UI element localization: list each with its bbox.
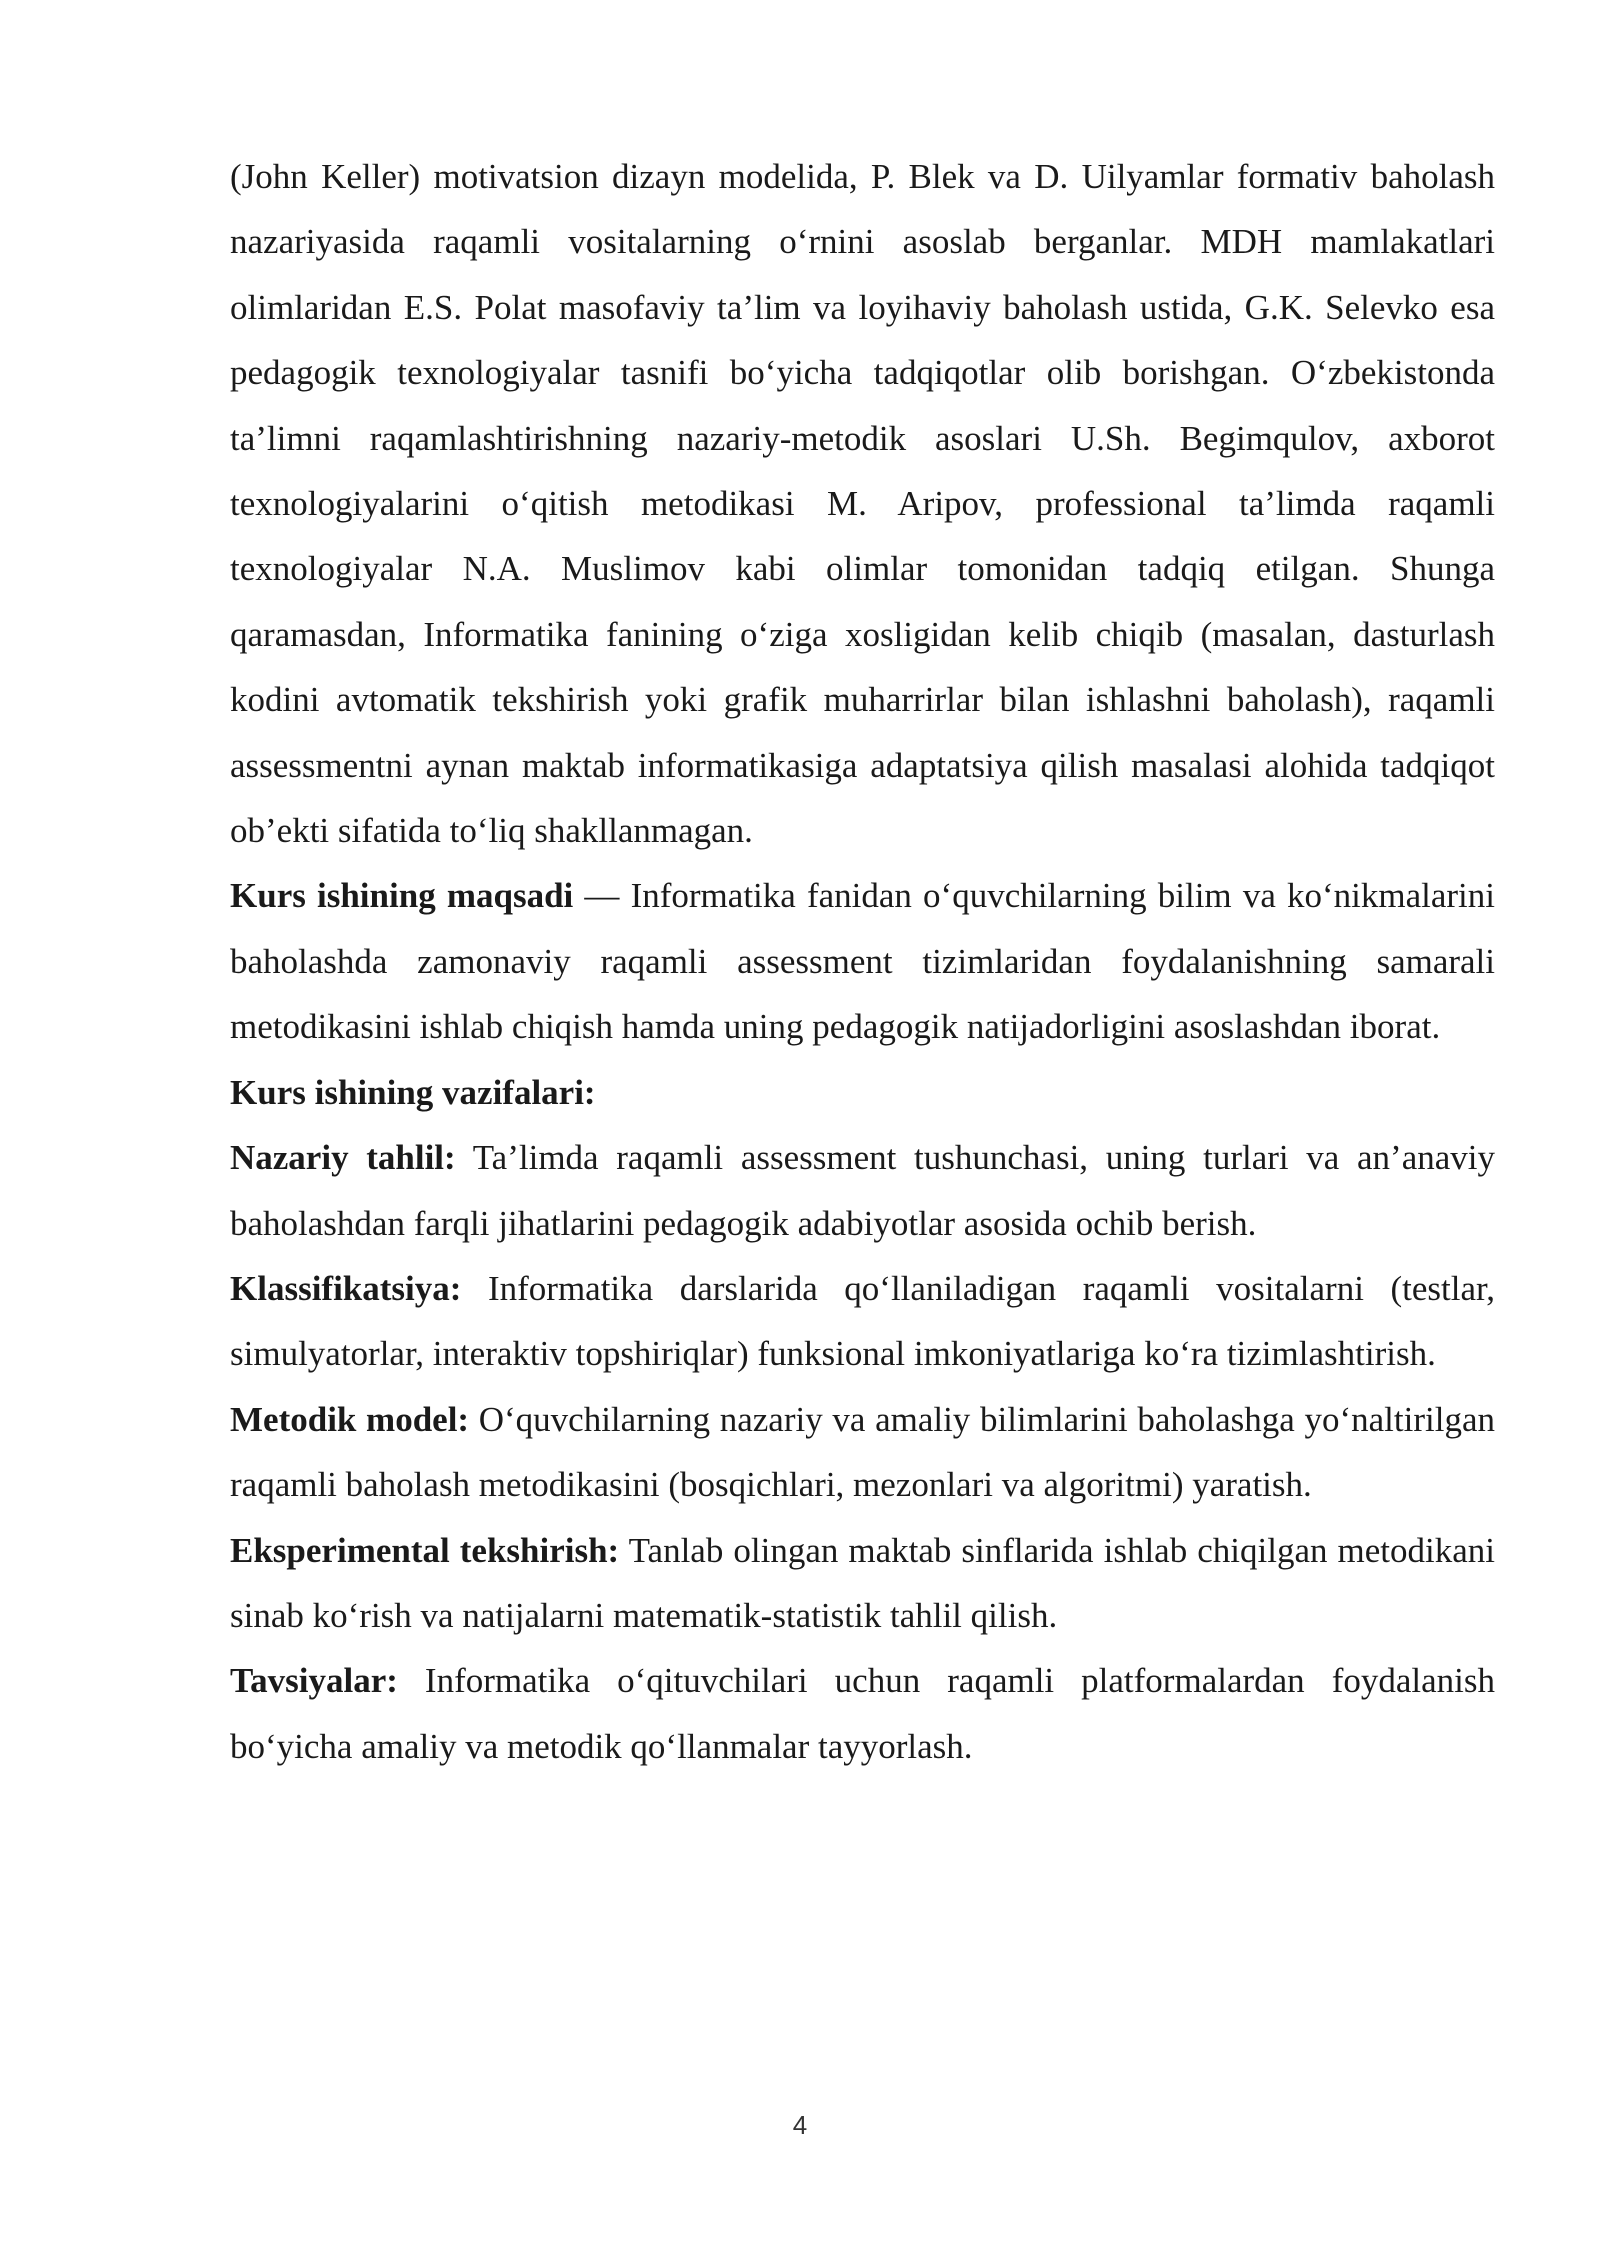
- paragraph-text: Ta’limda raqamli assessment tushunchasi, uning turlari va an’anaviy baholashdan farqli jihatlarini pedagogik adabiyotlar asosida ochib berish.: [230, 1138, 1495, 1243]
- paragraph-text: O‘quvchilarning nazariy va amaliy bilimlarini baholashga yo‘naltirilgan raqamli baholash metodikasini (bosqichlari, mezonlari va algoritmi) yaratish.: [230, 1399, 1495, 1505]
- paragraph-text: Informatika o‘qituvchilari uchun raqamli platformalardan foydalanish bo‘yicha amaliy va metodik qo‘llanmalar tayyorlash.: [230, 1661, 1495, 1766]
- paragraph-classification: [230, 1256, 1495, 1387]
- paragraph-theoretical-analysis: [230, 1125, 1495, 1256]
- paragraph-heading: Klassifikatsiya:: [230, 1268, 462, 1308]
- paragraph-text: (John Keller) motivatsion dizayn modelida, P. Blek va D. Uilyamlar formativ baholash nazariyasida raqamli vositalarning o‘rnini asoslab berganlar. MDH mamlakatlari olimlaridan E.S. Polat masofaviy ta’lim va loyihaviy baholash ustida, G.K. Selevko esa pedagogik texnologiyalar tasnifi bo‘yicha tadqiqotlar olib borishgan. O‘zbekistonda ta’limni raqamlashtirishning nazariy-metodik asoslari U.Sh. Begimqulov, axborot texnologiyalarini o‘qitish metodikasi M. Aripov, professional ta’limda raqamli texnologiyalar N.A. Muslimov kabi olimlar tomonidan tadqiq etilgan. Shunga qaramasdan, Informatika fanining o‘ziga xosligidan kelib chiqib (masalan, dasturlash kodini avtomatik tekshirish yoki grafik muharrirlar bilan ishlashni baholash), raqamli assessmentni aynan maktab informatikasiga adaptatsiya qilish masalasi alohida tadqiqot ob’ekti sifatida to‘liq shakllanmagan.: [230, 157, 1495, 851]
- body-text: [230, 144, 1495, 1779]
- paragraph-heading: Tavsiyalar:: [230, 1661, 398, 1701]
- paragraph-heading: Kurs ishining maqsadi: [230, 876, 574, 916]
- paragraph-methodical-model: [230, 1387, 1495, 1518]
- page-number: 4: [792, 2110, 808, 2140]
- paragraph-heading: Metodik model:: [230, 1399, 470, 1439]
- section-heading: Kurs ishining vazifalari:: [230, 1072, 596, 1112]
- paragraph-recommendations: [230, 1648, 1495, 1779]
- paragraph-tasks-heading: [230, 1060, 1495, 1125]
- paragraph-heading: Eksperimental tekshirish:: [230, 1530, 620, 1570]
- paragraph-text: — Informatika fanidan o‘quvchilarning bilim va ko‘nikmalarini baholashda zamonaviy raqamli assessment tizimlaridan foydalanishning samarali metodikasini ishlab chiqish hamda uning pedagogik natijadorligini asoslashdan iborat.: [230, 876, 1496, 1047]
- paragraph-text: Tanlab olingan maktab sinflarida ishlab chiqilgan metodikani sinab ko‘rish va natijalarni matematik-statistik tahlil qilish.: [230, 1530, 1495, 1635]
- paragraph-literature-review: [230, 144, 1495, 863]
- paragraph-text: Informatika darslarida qo‘llaniladigan raqamli vositalarni (testlar, simulyatorlar, interaktiv topshiriqlar) funksional imkoniyatlariga ko‘ra tizimlashtirish.: [230, 1268, 1495, 1374]
- paragraph-heading: Nazariy tahlil:: [230, 1138, 456, 1178]
- paragraph-experimental-check: [230, 1518, 1495, 1649]
- paragraph-course-goal: [230, 863, 1495, 1059]
